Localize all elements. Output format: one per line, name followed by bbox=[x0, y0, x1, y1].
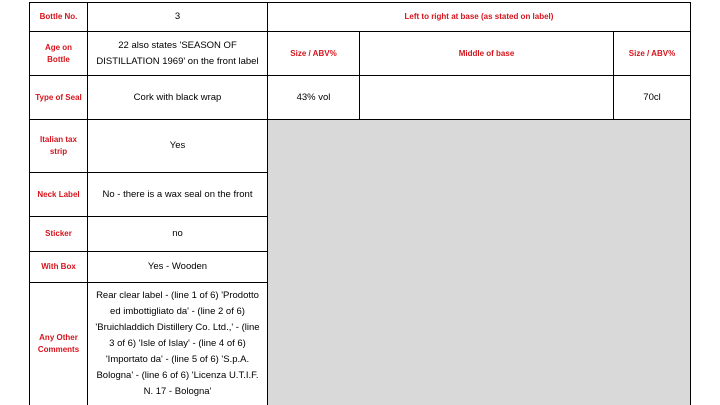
label-sticker: Sticker bbox=[30, 217, 88, 252]
value-bottle-no: 3 bbox=[88, 3, 268, 32]
value-neck-label: No - there is a wax seal on the front bbox=[88, 173, 268, 217]
value-middle-of-base bbox=[360, 76, 614, 120]
base-title: Left to right at base (as stated on label) bbox=[268, 3, 691, 32]
value-sticker: no bbox=[88, 217, 268, 252]
header-size-abv-right: Size / ABV% bbox=[614, 32, 691, 76]
label-type-of-seal: Type of Seal bbox=[30, 76, 88, 120]
value-italian-tax-strip: Yes bbox=[88, 120, 268, 173]
value-size-abv-right: 70cl bbox=[614, 76, 691, 120]
value-type-of-seal: Cork with black wrap bbox=[88, 76, 268, 120]
value-age-on-bottle: 22 also states 'SEASON OF DISTILLATION 1969' on the front label bbox=[88, 32, 268, 76]
label-italian-tax-strip: Italian tax strip bbox=[30, 120, 88, 173]
value-size-abv-left: 43% vol bbox=[268, 76, 360, 120]
header-middle-of-base: Middle of base bbox=[360, 32, 614, 76]
label-age-on-bottle: Age on Bottle bbox=[30, 32, 88, 76]
unused-area bbox=[268, 120, 691, 405]
label-any-other-comments: Any Other Comments bbox=[30, 283, 88, 405]
label-bottle-no: Bottle No. bbox=[30, 3, 88, 32]
value-with-box: Yes - Wooden bbox=[88, 252, 268, 283]
header-size-abv-left: Size / ABV% bbox=[268, 32, 360, 76]
label-neck-label: Neck Label bbox=[30, 173, 88, 217]
label-with-box: With Box bbox=[30, 252, 88, 283]
value-any-other-comments: Rear clear label - (line 1 of 6) 'Prodotto ed imbottigliato da' - (line 2 of 6) 'Bruichladdich Distillery Co. Ltd.,' - (line 3 of 6) 'Isle of Islay' - (line 4 of 6) 'Importato da' - (line 5 of 6) 'S.p.A. Bologna' - (line 6 of 6) 'Licenza U.T.I.F. N. 17 - Bologna' bbox=[88, 283, 268, 405]
